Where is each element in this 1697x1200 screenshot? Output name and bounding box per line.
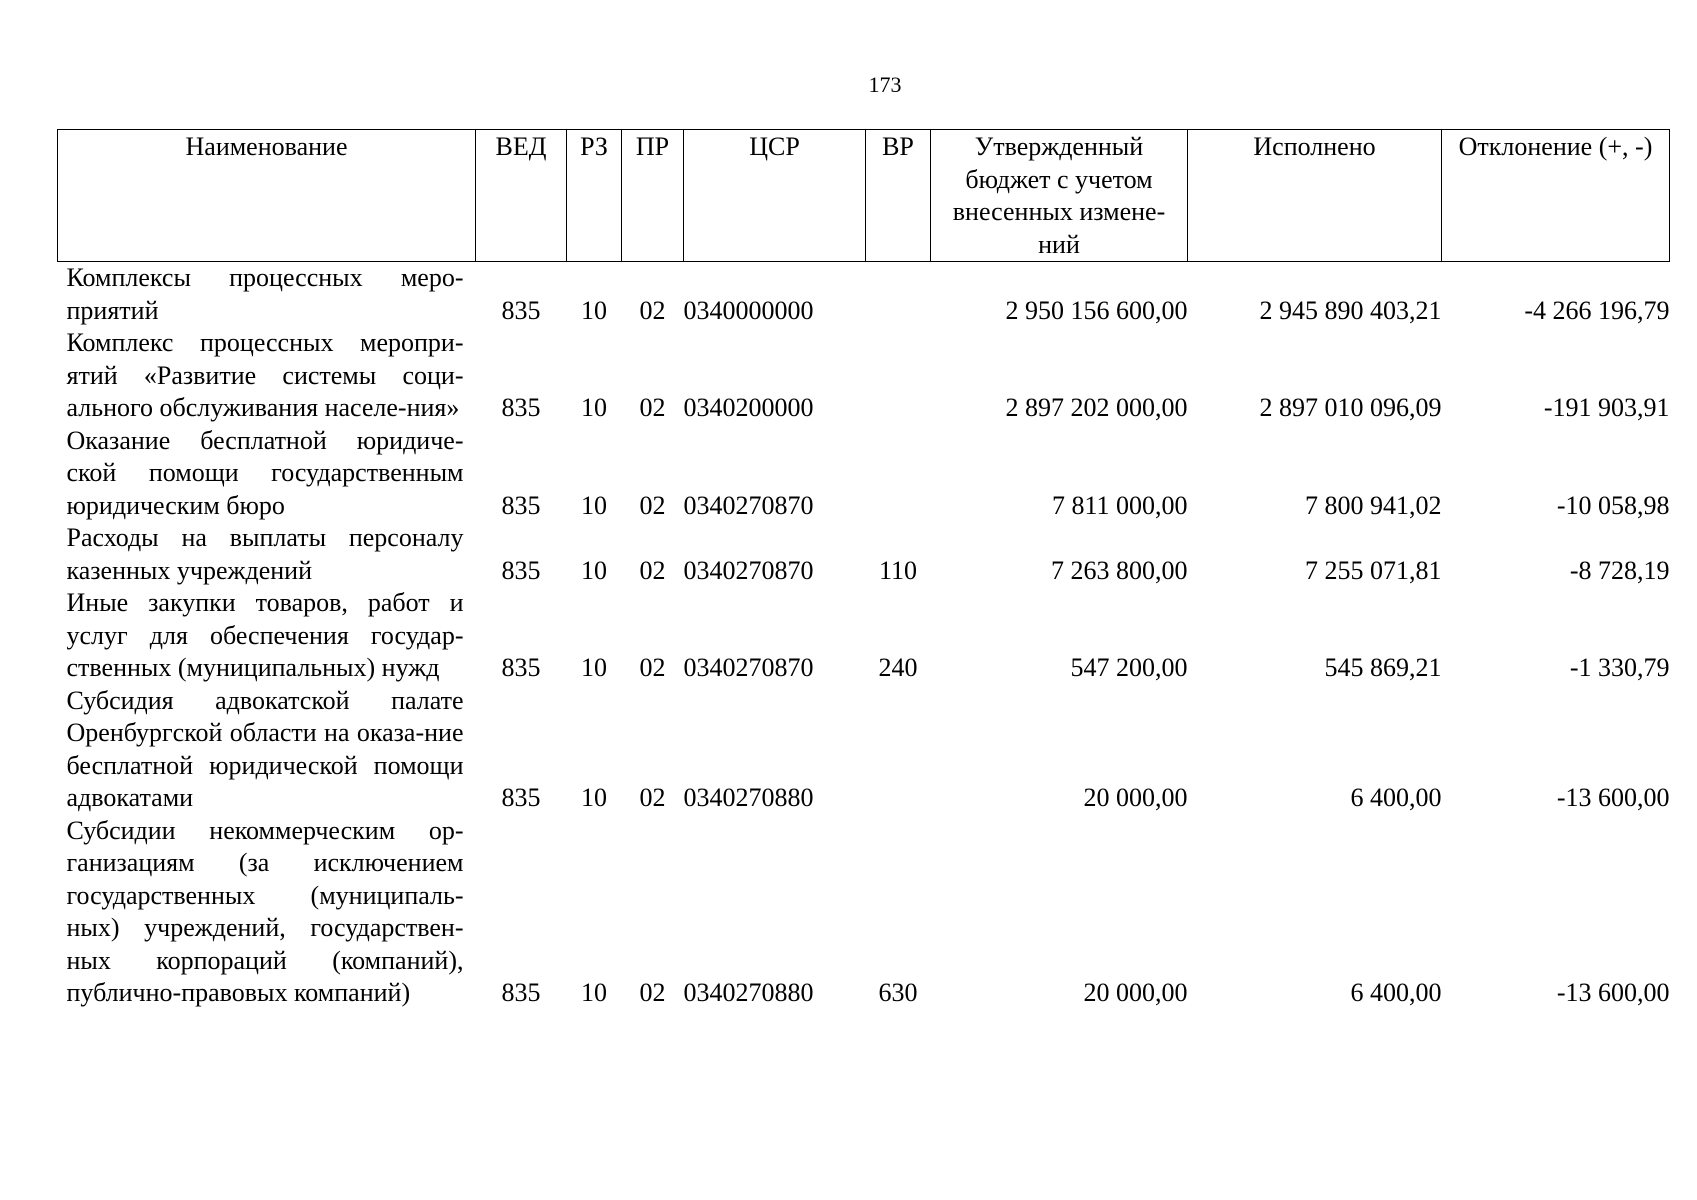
cell-name: Расходы на выплаты персоналу казенных учреждений xyxy=(66,523,464,585)
cell-rz: 10 xyxy=(581,653,607,682)
cell-executed: 7 255 071,81 xyxy=(1305,555,1442,585)
cell-vr xyxy=(866,327,931,425)
cell-ved: 835 xyxy=(501,783,541,812)
cell-ved: 835 xyxy=(501,393,541,422)
cell-name: Субсидия адвокатской палате Оренбургской области на оказа-ние бесплатной юридической помощи адвокатами xyxy=(66,685,464,812)
cell-approved: 2 950 156 600,00 xyxy=(1005,295,1188,325)
cell-approved: 7 811 000,00 xyxy=(1051,490,1188,520)
header-deviation: Отклонение (+, -) xyxy=(1442,130,1670,262)
cell-rz: 10 xyxy=(581,978,607,1007)
cell-ved: 835 xyxy=(501,555,541,585)
cell-vr: 630 xyxy=(878,978,918,1007)
cell-executed: 7 800 941,02 xyxy=(1305,490,1442,520)
cell-name: Иные закупки товаров, работ и услуг для обеспечения государ-ственных (муниципальных) нужд xyxy=(66,588,464,682)
cell-approved: 7 263 800,00 xyxy=(1051,555,1188,585)
header-ved: ВЕД xyxy=(476,130,567,262)
cell-vr: 240 xyxy=(878,653,918,682)
cell-csr: 0340270870 xyxy=(683,490,814,520)
header-pr: ПР xyxy=(622,130,684,262)
cell-csr: 0340270880 xyxy=(683,978,814,1007)
cell-deviation: -4 266 196,79 xyxy=(1524,295,1670,325)
cell-rz: 10 xyxy=(581,393,607,422)
cell-ved: 835 xyxy=(501,653,541,682)
cell-pr: 02 xyxy=(639,653,666,682)
header-approved: Утвержденный бюджет с учетом внесенных измене-ний xyxy=(931,130,1188,262)
cell-pr: 02 xyxy=(639,490,666,520)
table-row xyxy=(58,815,1670,1010)
header-rz: РЗ xyxy=(567,130,622,262)
cell-name: Комплексы процессных меро-приятий xyxy=(66,263,464,325)
header-row xyxy=(58,130,1670,262)
cell-executed: 6 400,00 xyxy=(1350,783,1442,812)
table-row xyxy=(58,685,1670,815)
table-row xyxy=(58,425,1670,523)
cell-deviation: -191 903,91 xyxy=(1543,393,1670,422)
header-csr: ЦСР xyxy=(684,130,866,262)
cell-csr: 0340200000 xyxy=(683,393,814,422)
cell-ved: 835 xyxy=(501,295,541,325)
cell-executed: 2 897 010 096,09 xyxy=(1259,393,1442,422)
cell-vr xyxy=(866,262,931,328)
header-executed: Исполнено xyxy=(1188,130,1442,262)
cell-approved: 547 200,00 xyxy=(1070,653,1188,682)
cell-vr xyxy=(866,685,931,815)
cell-vr xyxy=(866,425,931,523)
cell-rz: 10 xyxy=(581,490,607,520)
cell-vr: 110 xyxy=(878,555,918,585)
cell-csr: 0340000000 xyxy=(683,295,814,325)
cell-csr: 0340270880 xyxy=(683,783,814,812)
table-row xyxy=(58,262,1670,328)
cell-pr: 02 xyxy=(639,393,666,422)
cell-deviation: -10 058,98 xyxy=(1556,490,1670,520)
cell-pr: 02 xyxy=(639,555,666,585)
cell-approved: 20 000,00 xyxy=(1083,783,1188,812)
cell-rz: 10 xyxy=(581,555,607,585)
cell-name: Комплекс процессных меропри-ятий «Развитие системы соци-ального обслуживания населе-ния» xyxy=(66,328,464,422)
cell-csr: 0340270870 xyxy=(683,555,814,585)
header-vr: ВР xyxy=(866,130,931,262)
header-name: Наименование xyxy=(58,130,476,262)
cell-deviation: -1 330,79 xyxy=(1569,653,1670,682)
cell-pr: 02 xyxy=(639,295,666,325)
cell-ved: 835 xyxy=(501,978,541,1007)
cell-rz: 10 xyxy=(581,295,607,325)
cell-executed: 545 869,21 xyxy=(1324,653,1442,682)
page-number: 173 xyxy=(868,72,902,97)
cell-executed: 2 945 890 403,21 xyxy=(1259,295,1442,325)
cell-name: Оказание бесплатной юридиче-ской помощи государственным юридическим бюро xyxy=(66,425,464,520)
table-row xyxy=(58,522,1670,587)
cell-name: Субсидии некоммерческим ор-ганизациям (за исключением государственных (муниципаль-ных) учреждений, государствен-ных корпораций (компаний), публично-правовых компаний) xyxy=(66,815,464,1007)
cell-rz: 10 xyxy=(581,783,607,812)
budget-execution-table xyxy=(57,129,1670,1010)
cell-approved: 2 897 202 000,00 xyxy=(1005,393,1188,422)
cell-approved: 20 000,00 xyxy=(1083,978,1188,1007)
cell-pr: 02 xyxy=(639,978,666,1007)
cell-pr: 02 xyxy=(639,783,666,812)
cell-deviation: -8 728,19 xyxy=(1569,555,1670,585)
table-row xyxy=(58,587,1670,685)
cell-deviation: -13 600,00 xyxy=(1556,783,1670,812)
cell-executed: 6 400,00 xyxy=(1350,978,1442,1007)
cell-ved: 835 xyxy=(501,490,541,520)
cell-csr: 0340270870 xyxy=(683,653,814,682)
cell-deviation: -13 600,00 xyxy=(1556,978,1670,1007)
table-row xyxy=(58,327,1670,425)
